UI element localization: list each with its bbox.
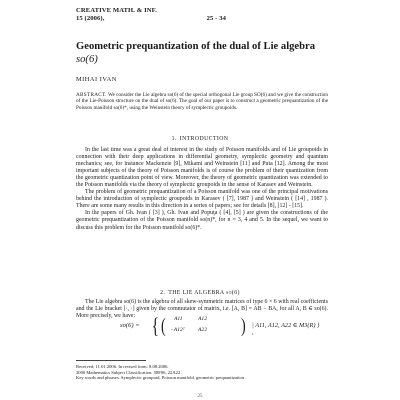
introduction-body xyxy=(76,147,328,232)
equation-lhs: so(6) = xyxy=(120,322,140,329)
abstract-text: We consider the Lie algebra so(6) of the special orthogonal Lie group SO(6) and we give the construction of the Lie-Poisson structure on the dual of so(6). The goal of our paper is to construct a geometric prequantization of the Poisson manifold so(6)*, using the Weinstein theory of symplectic groupoids. xyxy=(76,92,328,111)
paragraph: In the papers of Gh. Ivan ( [3] ), Gh. Ivan and Popuţa ( [4], [5] ) are given the constructions of the geometric prequantization of the Poisson manifold so(n)*, for n = 3, 4 and 5. In the sequel, we want to discuss this problem for the Poisson manifold so(6)*. xyxy=(76,210,328,231)
footnote-keywords: Key words and phrases. Symplectic groupoid, Poisson manifold, geometric prequantization . xyxy=(76,375,247,381)
paragraph: The Lie algebra so(6) is the algebra of all skew-symmetric matrices of type 6 × 6 with real coefficients and the Lie bracket [·, ·] given by the commutator of matrix, i.e. [A, B] = AB − BA, for all A, B ∈ so(6). More precisely, we have: xyxy=(76,299,328,320)
journal-name: CREATIVE MATH. & INF. xyxy=(76,7,157,14)
paper-title xyxy=(76,40,356,66)
equation-so6 xyxy=(120,313,320,341)
section-title: THE LIE ALGEBRA so(6) xyxy=(168,290,240,296)
right-paren: ) xyxy=(241,315,246,337)
paragraph: The problem of geometric prequantization of a Poisson manifold was one of the principal motivations behind the introduction of symplectic groupoids in Karasev ( [7], 1987 ) and Weinstein ( [14] , 1987 ). There are some many results in this direction in a series of papers; see for details [8], [12] - [15]. xyxy=(76,189,328,210)
journal-volume: 15 (2006), xyxy=(76,14,105,22)
section-title: INTRODUCTION xyxy=(179,136,229,142)
matrix-cell: A12 xyxy=(198,316,208,322)
matrix-cell: A22 xyxy=(198,327,208,333)
journal-pages: 25 - 34 xyxy=(206,14,226,22)
paragraph: In the last time was a great deal of interest in the study of Poisson manifolds and of Lie groupoids in connection with their deep applications in differential geometry, symplectic geometry and quantum mechanics; see, for instance Mackenzie [9], Mikami and Weinstein [11] and Puta [12]. Among the most important subjects of the theory of Poisson manifolds is of course the problem of their quantization from the geometric quantization point of view. Moreover, the theory of geometric quantization was extended to the Poisson manifolds via the theory of symplectic groupoids in the sense of Karasev and Weinstein. xyxy=(76,147,328,189)
footnote-rule xyxy=(76,360,146,361)
footnotes xyxy=(76,364,338,381)
paper-title-math: so(6) xyxy=(76,54,98,65)
equation-condition: | A11, A12, A22 ∈ M3(R) } , xyxy=(252,322,320,336)
matrix-cell: −A12ᵀ xyxy=(170,327,185,333)
section-heading-introduction xyxy=(0,136,400,142)
matrix-cell: A11 xyxy=(174,316,183,322)
footnote-received: Received: 11.01.2006. In revised form: 8.08.2006. xyxy=(76,364,169,369)
left-brace: { xyxy=(151,313,159,338)
page-number: 25 xyxy=(197,394,203,399)
abstract-label: ABSTRACT. xyxy=(76,92,107,98)
author-name: MIHAI IVAN xyxy=(76,76,117,83)
section-number: 2. xyxy=(160,290,166,296)
paper-title-text: Geometric prequantization of the dual of Lie algebra xyxy=(76,41,316,52)
journal-header xyxy=(76,7,226,22)
abstract xyxy=(76,92,328,111)
left-paren: ( xyxy=(161,315,166,337)
footnote-classification: 2000 Mathematics Subject Classification. 58F06, 22A22 xyxy=(76,369,181,375)
section-number: 1. xyxy=(171,136,177,142)
section-heading-lie-algebra xyxy=(0,290,400,296)
